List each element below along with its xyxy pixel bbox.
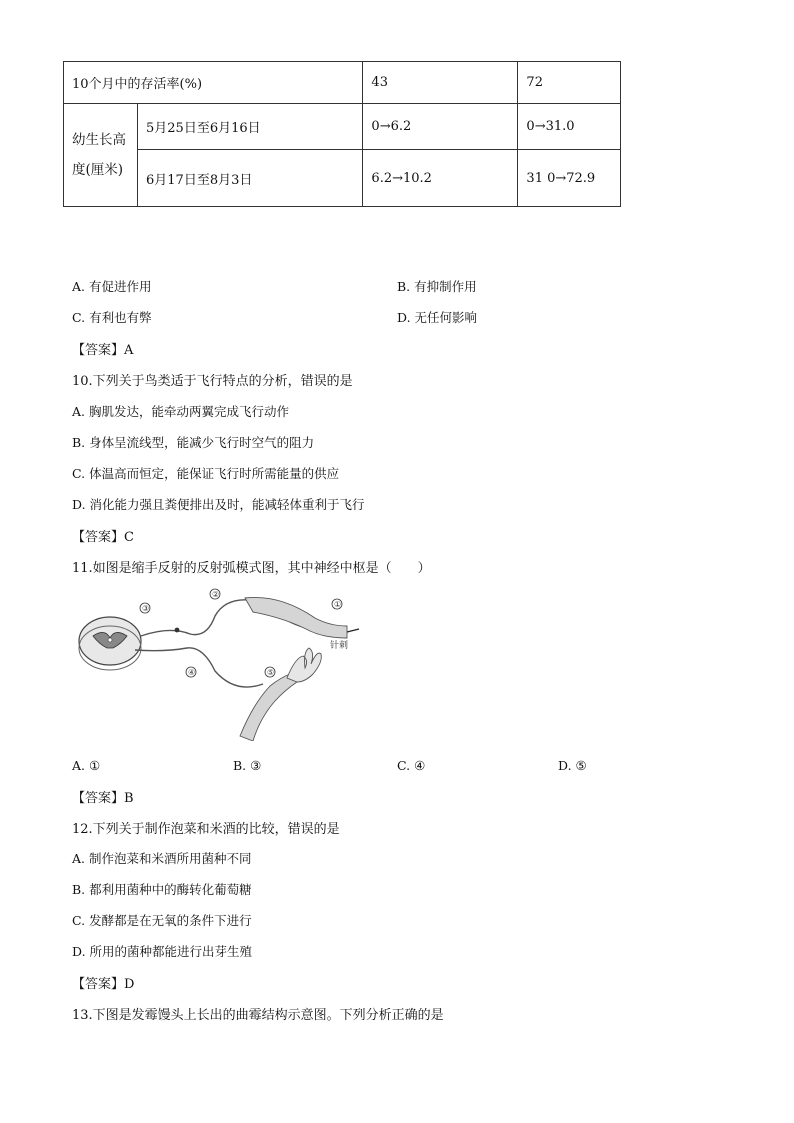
q12-option-b[interactable]: B. 都利用菌种中的酶转化葡萄糖	[72, 882, 252, 897]
q11-option-d[interactable]: D. ⑤	[558, 758, 587, 773]
q10-option-a[interactable]: A. 胸肌发达，能牵动两翼完成飞行动作	[72, 404, 289, 419]
q10-option-c[interactable]: C. 体温高而恒定，能保证飞行时所需能量的供应	[72, 466, 340, 481]
q11-option-a[interactable]: A. ①	[72, 758, 101, 773]
q10-answer: 【答案】C	[72, 530, 134, 545]
q12-option-d[interactable]: D. 所用的菌种都能进行出芽生殖	[72, 944, 253, 959]
label-3: ③	[142, 604, 150, 613]
label-2: ②	[212, 590, 220, 599]
q10-stem: 10.下列关于鸟类适于飞行特点的分析，错误的是	[72, 374, 353, 389]
q12-option-c[interactable]: C. 发酵都是在无氧的条件下进行	[72, 913, 252, 928]
q9-option-d[interactable]: D. 无任何影响	[397, 310, 478, 325]
q12-stem: 12.下列关于制作泡菜和米酒的比较，错误的是	[72, 822, 340, 837]
p1-b: 0→31.0	[518, 104, 621, 150]
period2: 6月17日至8月3日	[138, 150, 363, 207]
q9-option-c[interactable]: C. 有利也有弊	[72, 310, 152, 325]
q11-stem: 11.如图是缩手反射的反射弧模式图，其中神经中枢是（ ）	[72, 561, 431, 576]
q12-answer: 【答案】D	[72, 977, 135, 992]
label-5: ⑤	[267, 668, 275, 677]
q10-option-d[interactable]: D. 消化能力强且粪便排出及时，能减轻体重利于飞行	[72, 497, 365, 512]
needle-label: 针刺	[330, 641, 349, 651]
height-label: 幼生长高度(厘米)	[64, 104, 138, 207]
q10-option-b[interactable]: B. 身体呈流线型，能减少飞行时空气的阻力	[72, 435, 315, 450]
q11-answer: 【答案】B	[72, 791, 134, 806]
reflex-arc-figure	[75, 586, 365, 741]
q9-option-a[interactable]: A. 有促进作用	[72, 279, 152, 294]
q13-stem: 13.下图是发霉馒头上长出的曲霉结构示意图。下列分析正确的是	[72, 1008, 444, 1023]
q11-option-b[interactable]: B. ③	[233, 758, 262, 773]
p2-b: 31 0→72.9	[518, 150, 621, 207]
survival-a: 43	[363, 62, 518, 104]
spinal-cord-icon	[79, 617, 141, 670]
label-1: ①	[334, 600, 342, 609]
period1: 5月25日至6月16日	[138, 104, 363, 150]
q9-option-b[interactable]: B. 有抑制作用	[397, 279, 477, 294]
survival-b: 72	[518, 62, 621, 104]
p2-a: 6.2→10.2	[363, 150, 518, 207]
q12-option-a[interactable]: A. 制作泡菜和米酒所用菌种不同	[72, 851, 252, 866]
survival-label: 10个月中的存活率(%)	[64, 62, 363, 104]
p1-a: 0→6.2	[363, 104, 518, 150]
data-table	[63, 61, 621, 207]
q11-option-c[interactable]: C. ④	[397, 758, 426, 773]
label-4: ④	[188, 668, 196, 677]
q9-answer: 【答案】A	[72, 343, 134, 358]
